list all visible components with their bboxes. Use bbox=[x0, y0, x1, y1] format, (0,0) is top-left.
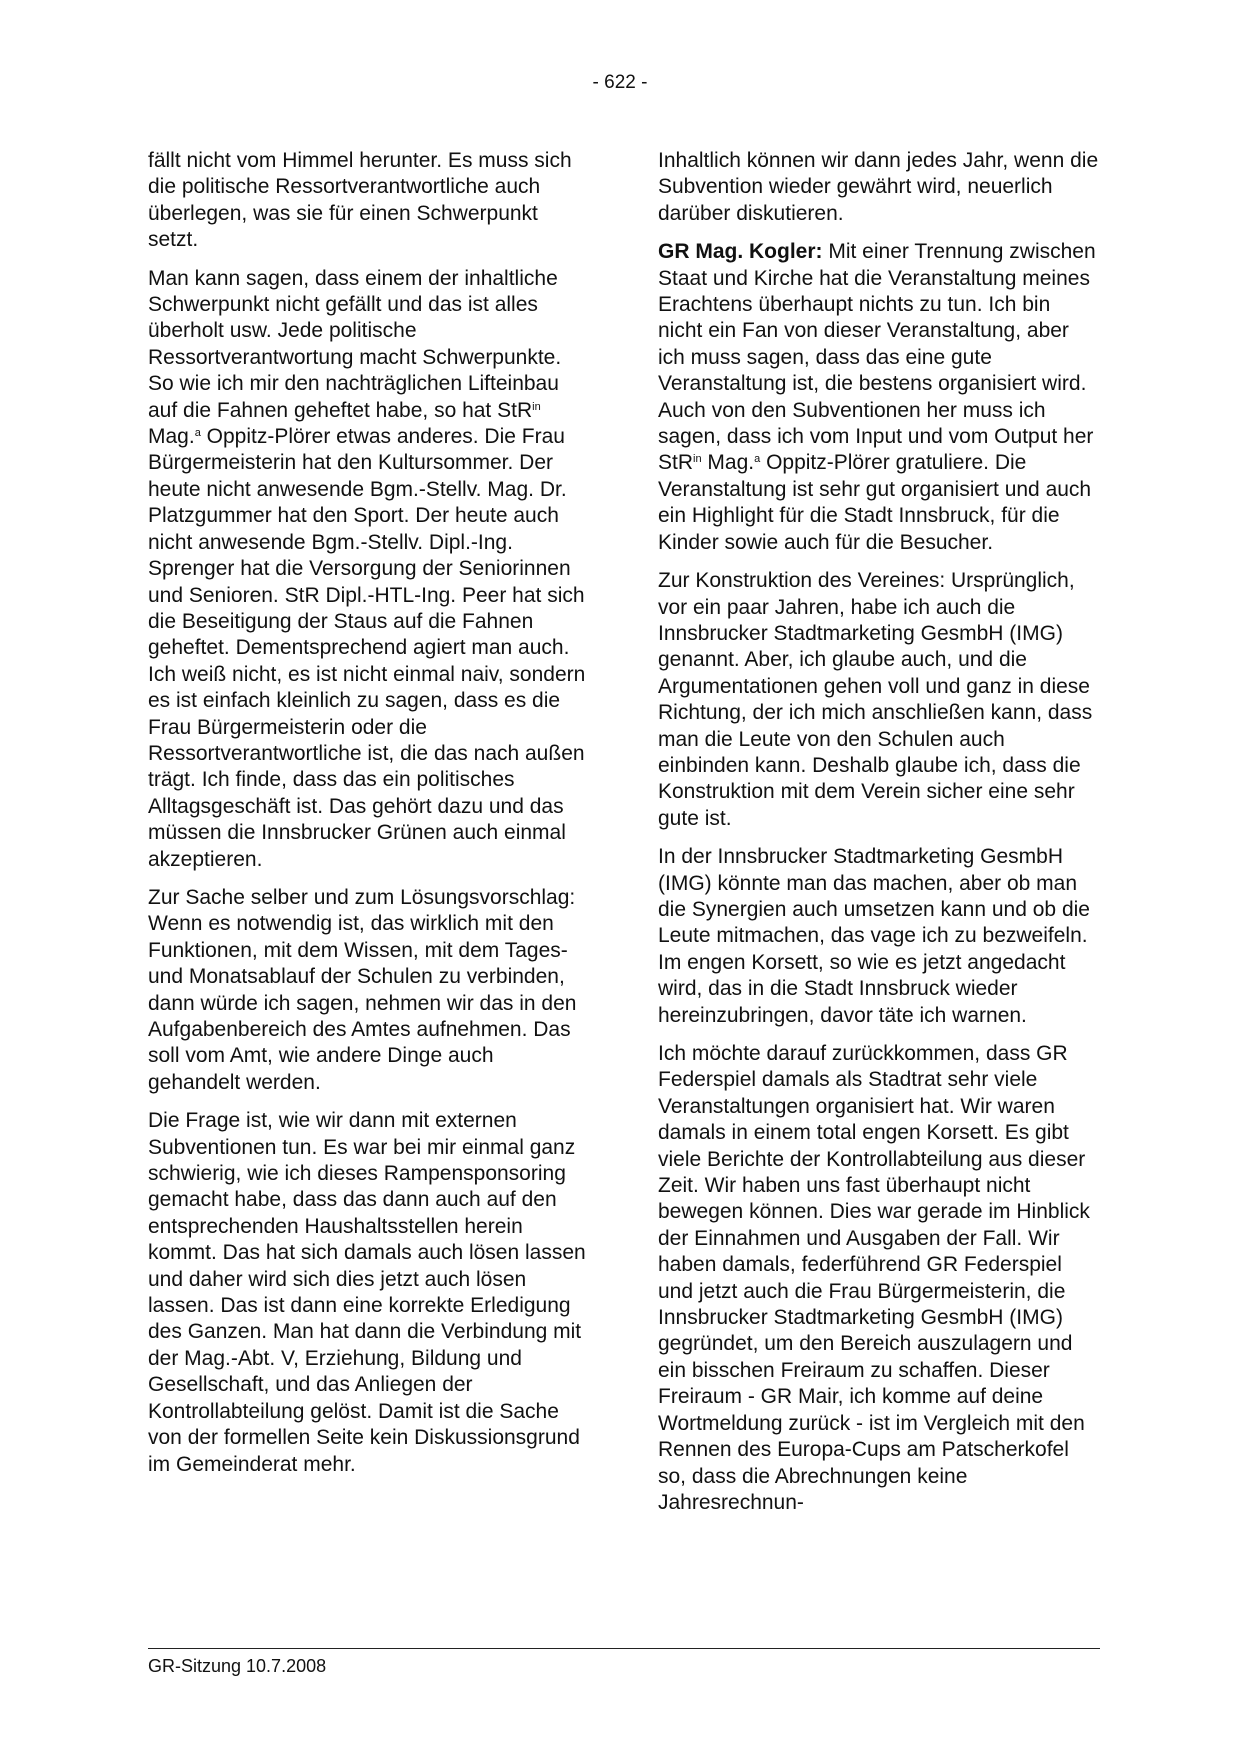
page-number: - 622 - bbox=[592, 72, 648, 93]
text-run: Mag. bbox=[148, 425, 195, 449]
text-run: Man kann sagen, dass einem der inhaltliche Schwerpunkt nicht gefällt und das ist alles überholt usw. Jede politische Ressortverantwortung macht Schwerpunkte. So wie ich mir den nachträglichen Lifteinbau auf die Fahnen geheftet habe, so hat StR bbox=[148, 266, 562, 422]
paragraph bbox=[148, 266, 590, 873]
paragraph: Zur Konstruktion des Vereines: Ursprünglich, vor ein paar Jahren, habe ich auch die Innsbrucker Stadtmarketing GesmbH (IMG) genannt. Aber, ich glaube auch, und die Argumentationen gehen voll und ganz in diese Richtung, der ich mich anschließen kann, dass man die Leute von den Schulen auch einbinden kann. Deshalb glaube ich, dass die Konstruktion mit dem Verein sicher eine sehr gute ist. bbox=[658, 569, 1093, 830]
paragraph: Zur Sache selber und zum Lösungsvorschlag: Wenn es notwendig ist, das wirklich mit den Funktionen, mit dem Wissen, mit dem Tages- und Monatsablauf der Schulen zu verbinden, dann würde ich sagen, nehmen wir das in den Aufgabenbereich des Amtes aufnehmen. Das soll vom Amt, wie andere Dinge auch gehandelt werden. bbox=[148, 885, 577, 1094]
left-column bbox=[148, 148, 590, 1490]
paragraph bbox=[658, 239, 1100, 556]
footer-divider bbox=[148, 1648, 1100, 1649]
text-run: Oppitz-Plörer gratuliere. Die Veranstaltung ist sehr gut organisiert und auch ein Highlight für die Stadt Innsbruck, für die Kinder sowie auch für die Besucher. bbox=[658, 451, 1092, 554]
paragraph: fällt nicht vom Himmel herunter. Es muss sich die politische Ressortverantwortliche auch überlegen, was sie für einen Schwerpunkt setzt. bbox=[148, 149, 572, 252]
paragraph: In der Innsbrucker Stadtmarketing GesmbH (IMG) könnte man das machen, aber ob man die Synergien auch umsetzen kann und ob die Leute mitmachen, das vage ich zu bezweifeln. Im engen Korsett, so wie es jetzt angedacht wird, das in die Stadt Innsbruck wieder hereinzubringen, davor täte ich warnen. bbox=[658, 845, 1090, 1027]
text-run: Mit einer Trennung zwischen Staat und Kirche hat die Veranstaltung meines Erachtens überhaupt nichts zu tun. Ich bin nicht ein Fan von dieser Veranstaltung, aber ich muss sagen, dass das eine gute Veranstaltung ist, die bestens organisiert wird. Auch von den Subventionen her muss ich sagen, dass ich vom Input und vom Output her StR bbox=[658, 240, 1096, 475]
paragraph: Die Frage ist, wie wir dann mit externen Subventionen tun. Es war bei mir einmal ganz schwierig, wie ich dieses Rampensponsoring gemacht habe, dass das dann auch auf den entsprechenden Haushaltsstellen herein kommt. Das hat sich damals auch lösen lassen und daher wird sich dies jetzt auch lösen lassen. Das ist dann eine korrekte Erledigung des Ganzen. Man hat dann die Verbindung mit der Mag.-Abt. V, Erziehung, Bildung und Gesellschaft, und das Anliegen der Kontrollabteilung gelöst. Damit ist die Sache von der formellen Seite kein Diskussionsgrund im Gemeinderat mehr. bbox=[148, 1109, 586, 1476]
right-column bbox=[658, 148, 1100, 1528]
footer-session-date: GR-Sitzung 10.7.2008 bbox=[148, 1656, 327, 1676]
superscript: a bbox=[754, 453, 761, 466]
paragraph: Inhaltlich können wir dann jedes Jahr, wenn die Subvention wieder gewährt wird, neuerlich darüber diskutieren. bbox=[658, 149, 1099, 225]
superscript: in bbox=[532, 400, 541, 413]
superscript: a bbox=[194, 427, 201, 440]
superscript: in bbox=[693, 453, 702, 466]
speaker-name: GR Mag. Kogler: bbox=[658, 240, 823, 264]
paragraph: Ich möchte darauf zurückkommen, dass GR Federspiel damals als Stadtrat sehr viele Veranstaltungen organisiert hat. Wir waren damals in einem total engen Korsett. Es gibt viele Berichte der Kontrollabteilung aus dieser Zeit. Wir haben uns fast überhaupt nicht bewegen können. Dies war gerade im Hinblick der Einnahmen und Ausgaben der Fall. Wir haben damals, federführend GR Federspiel und jetzt auch die Frau Bürgermeisterin, die Innsbrucker Stadtmarketing GesmbH (IMG) gegründet, um den Bereich auszulagern und ein bisschen Freiraum zu schaffen. Dieser Freiraum - GR Mair, ich komme auf deine Wortmeldung zurück - ist im Vergleich mit den Rennen des Europa-Cups am Patscherkofel so, dass die Abrechnungen keine Jahresrechnun- bbox=[658, 1042, 1090, 1514]
text-run: Oppitz-Plörer etwas anderes. Die Frau Bürgermeisterin hat den Kultursommer. Der heute nicht anwesende Bgm.-Stellv. Mag. Dr. Platzgummer hat den Sport. Der heute auch nicht anwesende Bgm.-Stellv. Dipl.-Ing. Sprenger hat die Versorgung der Seniorinnen und Senioren. StR Dipl.-HTL-Ing. Peer hat sich die Beseitigung der Staus auf die Fahnen geheftet. Dementsprechend agiert man auch. Ich weiß nicht, es ist nicht einmal naiv, sondern es ist einfach kleinlich zu sagen, dass es die Frau Bürgermeisterin oder die Ressortverantwortliche ist, die das nach außen trägt. Ich finde, dass das ein politisches Alltagsgeschäft ist. Das gehört dazu und das müssen die Innsbrucker Grünen auch einmal akzeptieren. bbox=[148, 425, 586, 871]
text-run: Mag. bbox=[701, 451, 755, 475]
